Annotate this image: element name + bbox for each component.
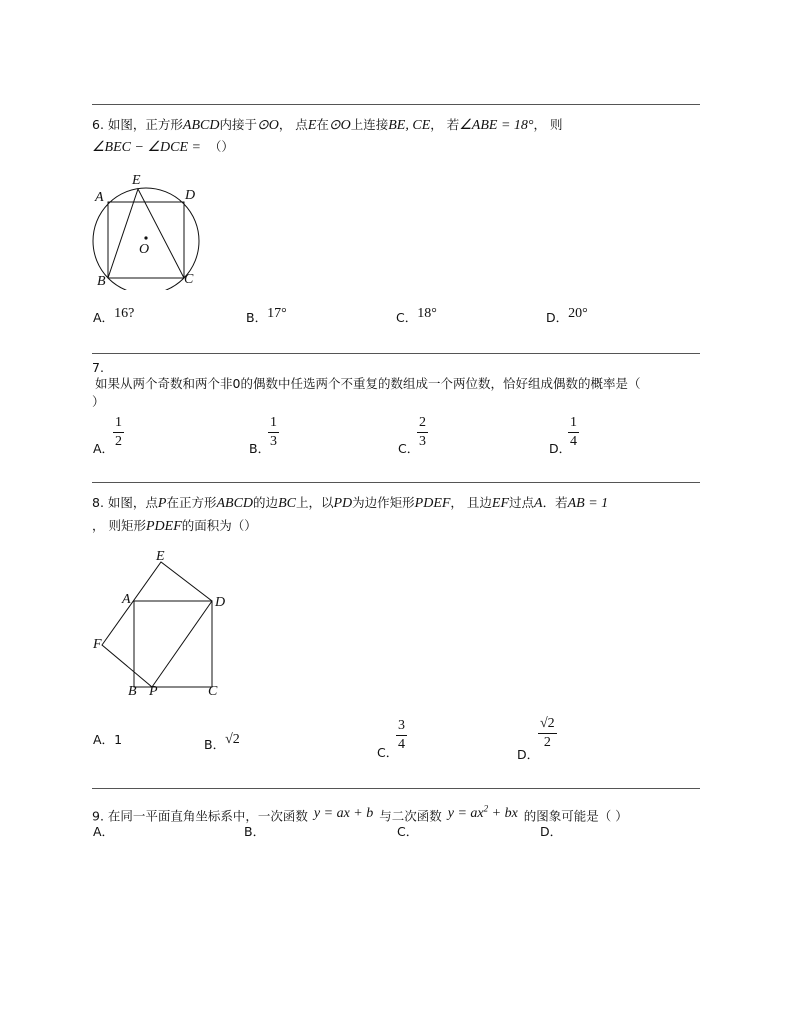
q6-option-a: [93, 306, 135, 327]
divider-q6: [92, 104, 700, 105]
q6-label-d: D: [185, 188, 196, 203]
q7-option-b-num: 1: [270, 415, 277, 430]
q8-option-d-num: √2: [540, 716, 555, 731]
q8-option-c-bar: [396, 735, 407, 736]
q7-option-b-bar: [268, 432, 279, 433]
q6-inscribed: 内接于: [219, 117, 257, 132]
q7-option-a-bar: [113, 432, 124, 433]
q8-option-a-value: 1: [114, 732, 123, 747]
q6-option-b-letter: B．: [246, 310, 268, 325]
q8-and-side: ， 且边: [450, 495, 492, 510]
q9-and: 与二次函数: [379, 808, 442, 824]
q6-figure: [88, 170, 218, 290]
q6-square-shape: [108, 202, 184, 278]
q9-option-d: D．: [540, 824, 563, 839]
q6-then: ， 则: [533, 117, 563, 132]
q6-option-c: [396, 306, 437, 327]
q6-connect: 上连接: [350, 117, 389, 132]
q8-prefix: 8. 如图，点: [92, 495, 158, 510]
q6-option-c-value: 18°: [417, 306, 437, 321]
q7-number: 7.: [92, 360, 104, 375]
q6-option-d-letter: D．: [546, 310, 569, 325]
q8-label-e: E: [156, 549, 165, 564]
q7-option-d-frac: [568, 415, 579, 450]
q7-option-c-frac: [417, 415, 428, 450]
q8-period: ．若: [542, 495, 568, 510]
q6-line1: [92, 117, 562, 134]
q8-option-c-num: 3: [398, 718, 405, 733]
q7-option-d-num: 1: [570, 415, 577, 430]
q8-pd: PD: [333, 496, 353, 511]
q6-label-o: O: [139, 242, 150, 257]
q8-label-c: C: [208, 684, 218, 699]
q8-label-f: F: [93, 637, 102, 652]
q7-option-d-letter: D．: [549, 441, 572, 456]
q8-option-c-letter: C．: [377, 745, 399, 760]
q9-quad-a: y = ax: [447, 805, 484, 821]
divider-q7: [92, 353, 700, 354]
q6-option-d-value: 20°: [568, 306, 588, 321]
q8-option-a: [93, 732, 122, 748]
q7-option-a-den: 2: [115, 434, 122, 449]
q8-on-word: 上，以: [295, 495, 334, 510]
divider-q9: [92, 788, 700, 789]
q9-line1: [92, 804, 628, 826]
q8-through: 过点: [509, 495, 535, 510]
q8-as-side: 为边作矩形: [352, 495, 415, 510]
q6-label-c: C: [184, 272, 194, 287]
q8-option-a-letter: A．: [93, 732, 115, 747]
q9-prefix: 9. 在同一平面直角坐标系中，一次函数: [92, 808, 308, 824]
q8-option-b: [204, 732, 240, 754]
q6-option-c-letter: C．: [396, 310, 418, 325]
q8-point-a: A: [534, 496, 543, 511]
q8-square: ABCD: [216, 496, 254, 511]
q7-option-d-den: 4: [570, 434, 577, 449]
q9-quad-exp: 2: [483, 803, 489, 813]
q9-option-c: C．: [397, 824, 419, 839]
q6-comma1: ， 点: [278, 117, 308, 132]
q6-option-d: [546, 306, 588, 327]
q7-close: ）: [92, 394, 105, 409]
q8-side: BC: [278, 496, 296, 511]
q8-option-d-den: 2: [543, 735, 551, 750]
q8-option-d-bar: [538, 733, 557, 734]
q6-center-dot: [144, 236, 147, 239]
q8-side-word: 的边: [253, 495, 279, 510]
q6-paren: （）: [208, 139, 234, 154]
q8-line2: [92, 518, 257, 535]
q6-label-b: B: [97, 274, 106, 289]
q8-option-d-frac: [538, 716, 557, 751]
q8-line2-prefix: ， 则矩形: [92, 518, 146, 533]
q9-quad-b: + bx: [488, 805, 518, 821]
q6-lines: BE, CE: [388, 118, 431, 133]
q9-linear: y = ax + b: [313, 805, 374, 821]
q8-area-q: 的面积为（）: [181, 518, 257, 533]
q8-option-c-frac: [396, 718, 407, 753]
q7-option-c-letter: C．: [398, 441, 420, 456]
q8-label-b: B: [128, 684, 137, 699]
q7-option-c-bar: [417, 432, 428, 433]
q8-in-square: 在正方形: [166, 495, 217, 510]
q9-quadratic: [447, 803, 518, 821]
q6-circle: ⊙O: [256, 118, 279, 133]
q6-label-e: E: [132, 173, 141, 188]
q6-line2: [92, 139, 234, 156]
q6-on: 在: [316, 117, 329, 132]
q7-option-a-letter: A．: [93, 441, 115, 456]
q8-line1: [92, 495, 608, 512]
q8-point-p: P: [157, 496, 167, 511]
q8-ef: EF: [491, 496, 510, 511]
q7-option-d-bar: [568, 432, 579, 433]
q6-option-a-value: 16?: [114, 306, 135, 321]
q6-point-e: E: [307, 118, 317, 133]
q7-option-a-frac: [113, 415, 124, 450]
q7-option-b-frac: [268, 415, 279, 450]
q9-suffix: 的图象可能是（ ）: [523, 808, 628, 824]
q6-circle2: ⊙O: [328, 118, 351, 133]
q7-option-b-den: 3: [270, 434, 277, 449]
q6-option-b-value: 17°: [267, 306, 287, 321]
q9-option-a: A．: [93, 824, 115, 839]
q8-option-b-letter: B．: [204, 737, 226, 752]
q8-option-c-den: 4: [398, 737, 405, 752]
q8-option-d-letter: D．: [517, 747, 540, 762]
q8-rect: PDEF: [414, 496, 451, 511]
q6-angle-cond: ∠ABE = 18°: [459, 118, 534, 133]
q8-option-b-value: √2: [225, 732, 240, 747]
q7-option-c-num: 2: [419, 415, 426, 430]
q6-option-b: [246, 306, 287, 327]
q7-option-a-num: 1: [115, 415, 122, 430]
q9-option-b: B．: [244, 824, 266, 839]
q8-label-d: D: [215, 595, 226, 610]
q7-text: 如果从两个奇数和两个非0的偶数中任选两个不重复的数组成一个两位数，恰好组成偶数的概率是（: [95, 376, 641, 391]
q8-rect2: PDEF: [145, 519, 182, 534]
divider-q8: [92, 482, 700, 483]
q6-expr: ∠BEC − ∠DCE =: [92, 140, 201, 155]
q7-option-b-letter: B．: [249, 441, 271, 456]
q8-rectangle-pdef: [102, 562, 212, 687]
q8-cond: AB = 1: [567, 496, 609, 511]
q6-label-a: A: [95, 190, 104, 205]
q6-square: ABCD: [182, 118, 220, 133]
q8-square-shape: [134, 601, 212, 687]
q6-option-a-letter: A．: [93, 310, 115, 325]
q6-prefix: 6. 如图，正方形: [92, 117, 183, 132]
q8-figure: [88, 545, 238, 705]
q6-if: ， 若: [430, 117, 460, 132]
q8-label-p: P: [149, 684, 158, 699]
q7-option-c-den: 3: [419, 434, 426, 449]
q8-label-a: A: [122, 592, 131, 607]
